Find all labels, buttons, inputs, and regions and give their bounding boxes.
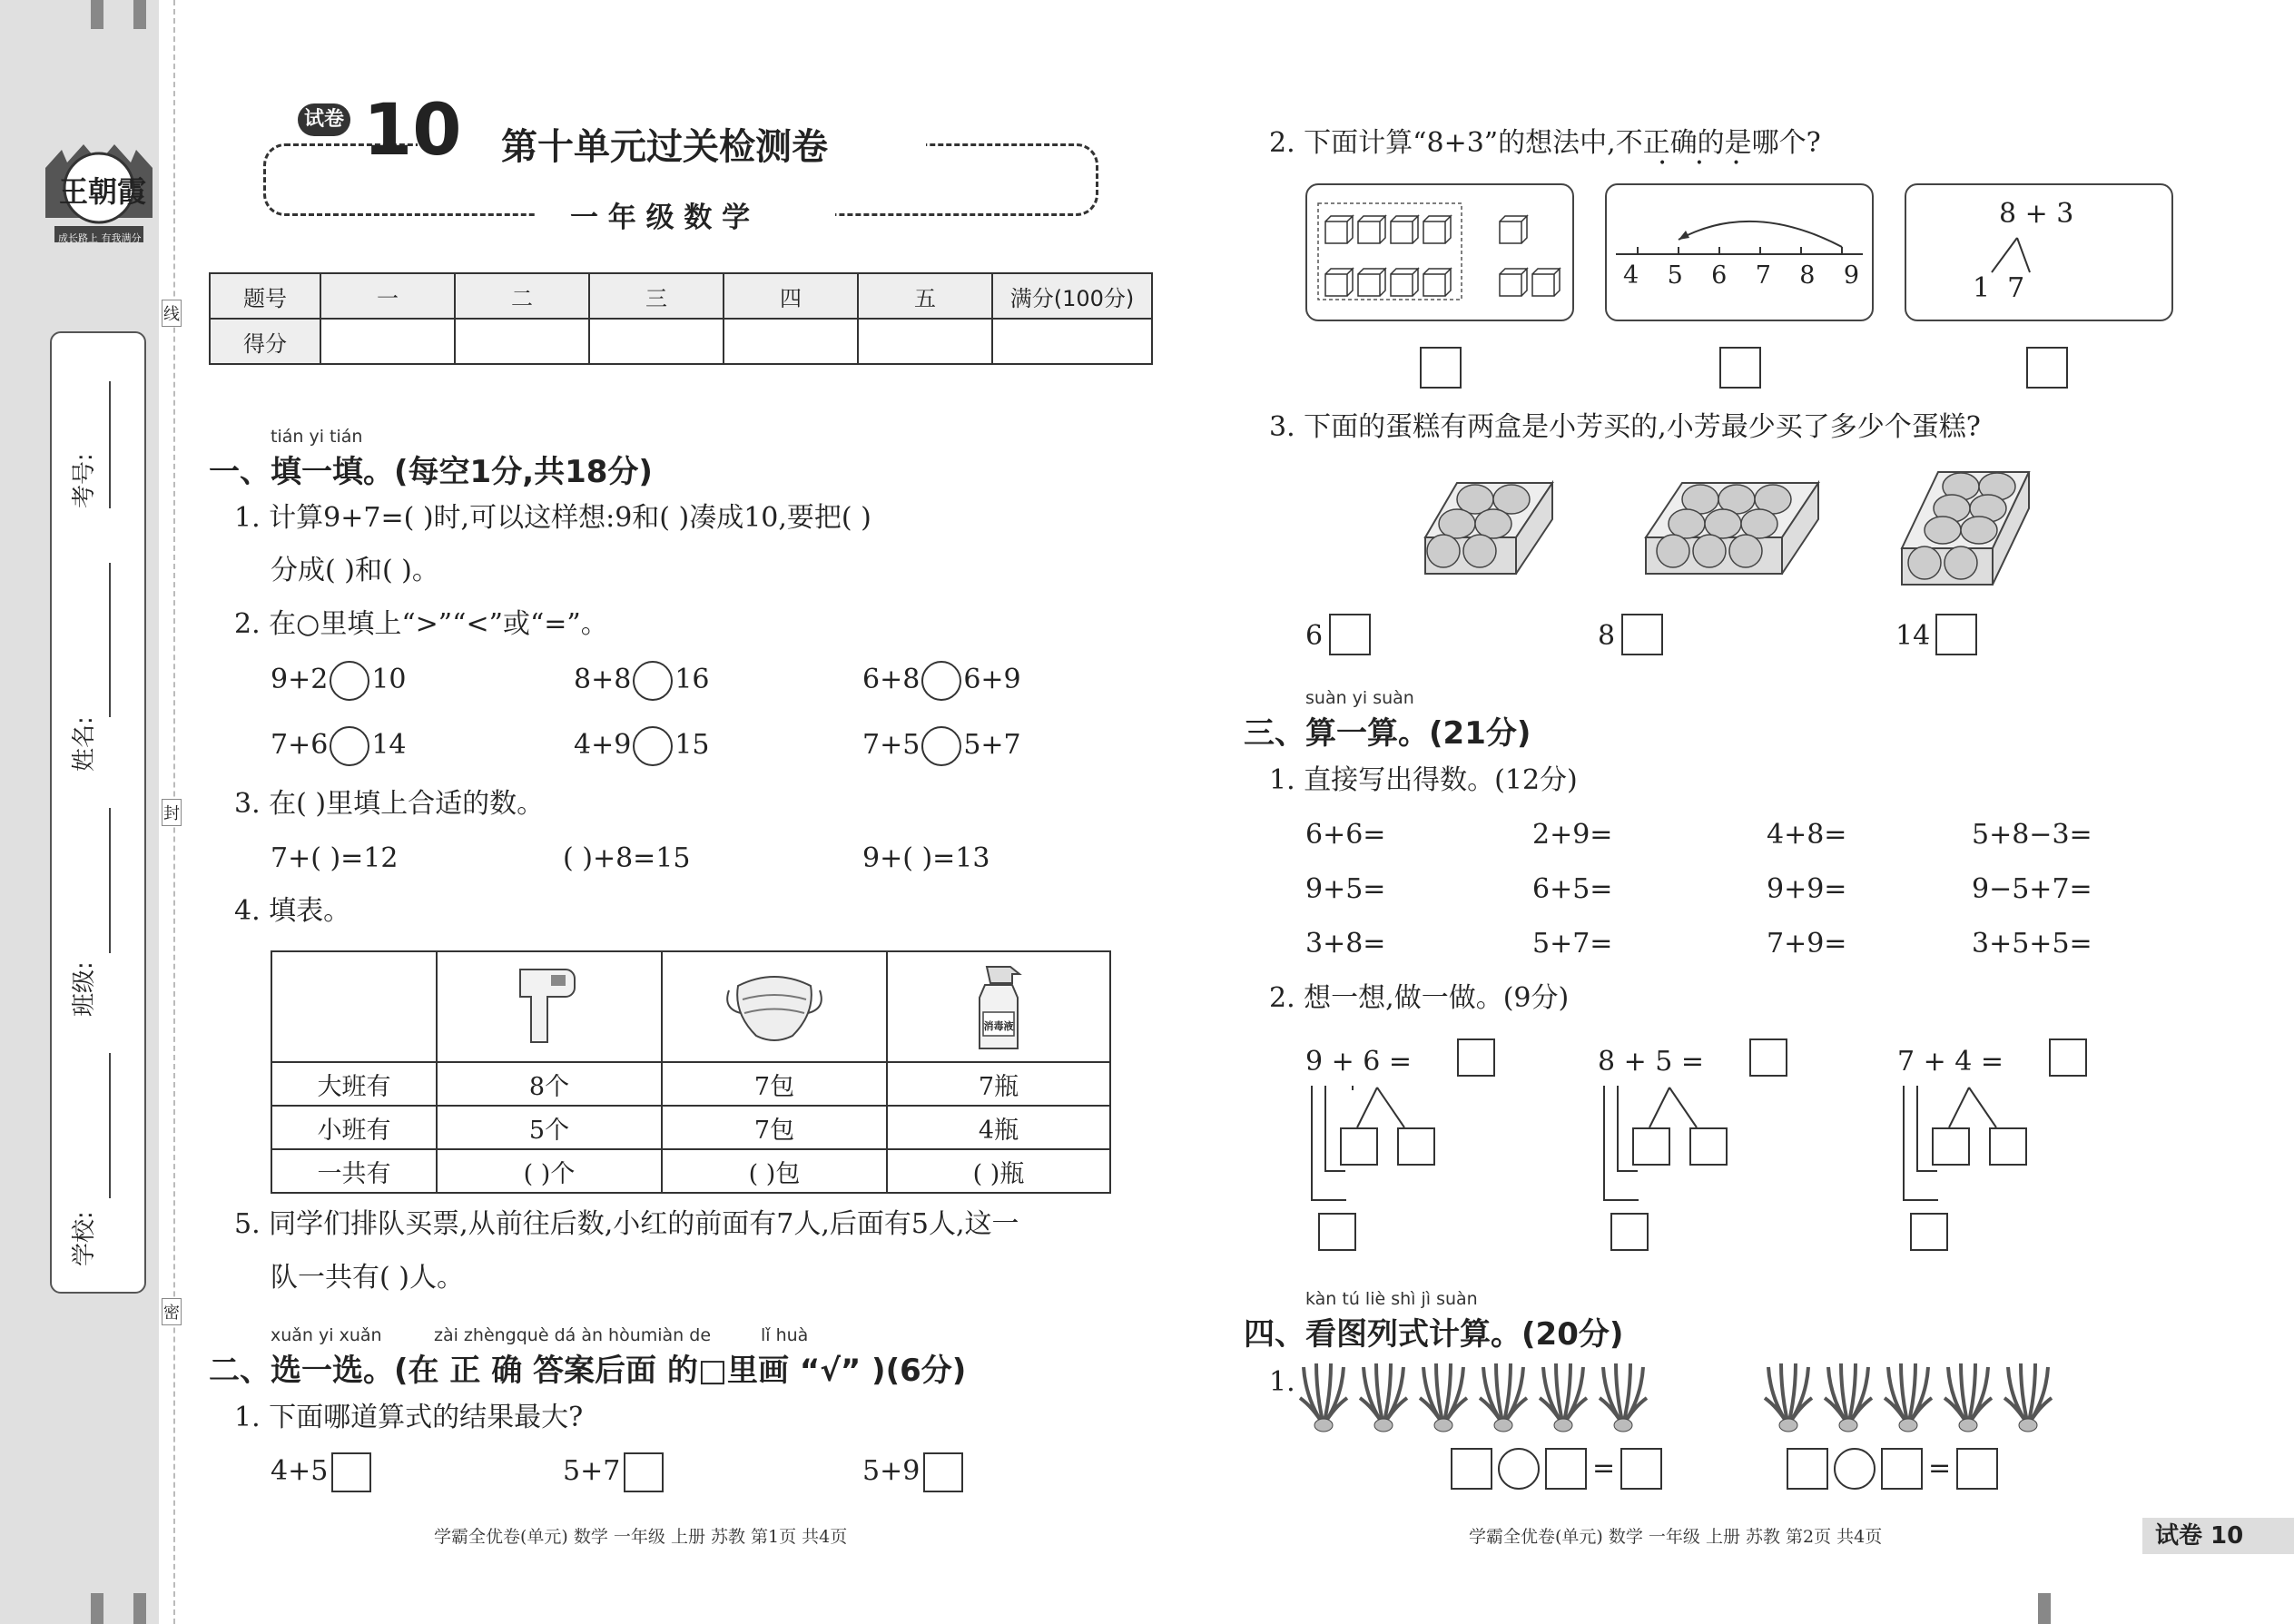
school-label: 学校: [71,1211,98,1266]
calc-item[interactable]: 5+8−3= [1972,819,2092,851]
paper-tag: 试卷 10 [2142,1518,2294,1554]
fill-item[interactable]: ( )+8=15 [563,842,691,874]
s4-q1: 1. [1269,1366,1295,1398]
plant-group-2 [1761,1362,2088,1434]
answer-box[interactable] [1610,1213,1649,1251]
answer-box[interactable] [1956,1448,1998,1490]
compare-item: 9+2 10 [271,661,407,701]
calc-item[interactable]: 2+9= [1532,819,1613,851]
s2-pinyin: zài zhèngquè dá àn hòumiàn de [434,1325,712,1345]
plant-group-1 [1296,1362,1678,1434]
compare-item: 7+6 14 [271,726,407,766]
answer-box[interactable] [1420,347,1462,389]
answer-box[interactable] [1689,1127,1728,1166]
fill-item[interactable]: 9+( )=13 [862,842,990,874]
compare-circle[interactable] [330,661,369,701]
thermometer-cell [437,951,662,1062]
s2-pinyin: lǐ huà [761,1325,809,1345]
thermometer-gun-icon [513,959,586,1049]
name-line[interactable] [109,563,111,717]
answer-box[interactable] [1881,1448,1923,1490]
binding-mark-feng: 封 [162,799,182,826]
cake-box-6 [1421,474,1557,586]
page-title: 第十单元过关检测卷 [501,126,828,168]
calc-item[interactable]: 7+9= [1767,928,1847,960]
split-expression: 8 + 3 [1999,198,2074,230]
cake-option: 8 [1598,620,1616,652]
plant-icon [1596,1362,1650,1432]
tree-expression: 7 + 4 = [1897,1046,2004,1078]
s3-q1: 1. 直接写出得数。(12分) [1269,764,1578,796]
row-label: 小班有 [271,1106,437,1149]
answer-box[interactable] [1787,1448,1828,1490]
plant-icon [1296,1362,1351,1432]
table-cell: 5个 [437,1106,662,1149]
answer-box[interactable] [1910,1213,1948,1251]
operator-circle[interactable] [1498,1448,1540,1490]
footer-right: 学霸全优卷(单元) 数学 一年级 上册 苏教 第2页 共4页 [1469,1527,1883,1547]
s2-q1: 1. 下面哪道算式的结果最大? [234,1402,584,1433]
s2-q3: 3. 下面的蛋糕有两盒是小芳买的,小芳最少买了多少个蛋糕? [1269,411,1981,443]
choice-item: 5+7 [563,1452,664,1492]
disinfectant-spray-icon [967,961,1030,1052]
compare-circle[interactable] [633,661,673,701]
page-subtitle: 一 年 级 数 学 [570,202,751,234]
table-cell: 8个 [437,1062,662,1106]
calc-item[interactable]: 3+8= [1305,928,1386,960]
binding-mark-xian: 线 [162,300,182,327]
binding-mark-top [91,0,103,29]
calc-item[interactable]: 3+5+5= [1972,928,2092,960]
calc-item[interactable]: 9+9= [1767,873,1847,905]
plant-icon [2001,1362,2055,1432]
score-cell[interactable] [320,319,455,364]
plant-icon [1416,1362,1471,1432]
row-label: 一共有 [271,1149,437,1193]
score-cell[interactable] [992,319,1152,364]
s2-q2: 2. 下面计算“8+3”的想法中,不正确的是哪个? [1269,127,1821,159]
score-header: 二 [455,273,589,319]
calc-item[interactable]: 9+5= [1305,873,1386,905]
fill-item[interactable]: 7+( )=12 [271,842,399,874]
answer-box[interactable] [624,1452,664,1492]
brand-slogan: 成长路上 有我满分 [58,232,142,244]
option-numberline-card [1605,183,1874,321]
s2-pinyin: xuǎn yi xuǎn [271,1325,382,1345]
paper-badge: 试卷 [298,103,350,136]
answer-box[interactable] [1451,1448,1492,1490]
cubes-icon [1307,185,1572,320]
option-cubes-card [1305,183,1574,321]
score-cell[interactable] [455,319,589,364]
table-cell: 7瓶 [887,1062,1110,1106]
cake-box-icon [1421,474,1557,583]
s4-pinyin: kàn tú liè shì jì suàn [1305,1289,1478,1309]
split-tree-3 [1895,1035,2094,1262]
spray-cell [887,951,1110,1062]
calc-item[interactable]: 6+6= [1305,819,1386,851]
s1-title: 一、填一填。(每空1分,共18分) [209,454,653,490]
equals-sign: = [1928,1452,1952,1484]
s3-q2: 2. 想一想,做一做。(9分) [1269,982,1570,1014]
cake-option: 6 [1305,620,1324,652]
school-line[interactable] [109,1053,111,1198]
table-corner [271,951,437,1062]
answer-box[interactable] [1935,614,1977,655]
score-cell[interactable] [589,319,724,364]
answer-box[interactable] [1719,347,1761,389]
spray-label: 消毒液 [983,1020,1014,1032]
compare-circle[interactable] [633,726,673,766]
choice-item: 5+9 [862,1452,963,1492]
emphasis-dots: • • • [1659,156,1753,171]
score-header: 题号 [210,273,320,319]
equals-sign: = [1592,1452,1616,1484]
operator-circle[interactable] [1834,1448,1876,1490]
plant-icon [1881,1362,1935,1432]
calc-item[interactable]: 4+8= [1767,819,1847,851]
answer-box[interactable] [1545,1448,1587,1490]
answer-box[interactable] [1989,1127,2027,1166]
answer-box[interactable] [331,1452,371,1492]
binding-mark-mi: 密 [162,1298,182,1325]
binding-mark-right [2038,1593,2051,1624]
s1-q1-line1: 1. 计算9+7=( )时,可以这样想:9和( )凑成10,要把( ) [234,502,871,534]
split-tree-2 [1595,1035,1795,1262]
compare-circle[interactable] [330,726,369,766]
score-header: 满分(100分) [992,273,1152,319]
score-header: 三 [589,273,724,319]
plant-icon [1761,1362,1816,1432]
score-header: 五 [858,273,992,319]
answer-box[interactable] [1340,1127,1378,1166]
paper-number: 10 [363,90,462,172]
brand-name: 王朝霞 [59,174,147,209]
calc-item[interactable]: 9−5+7= [1972,873,2092,905]
calc-item[interactable]: 5+7= [1532,928,1613,960]
exam-number-line[interactable] [109,381,111,508]
supplies-table [271,950,1111,1194]
table-answer-cell[interactable]: ( )个 [437,1149,662,1193]
table-answer-cell[interactable]: ( )瓶 [887,1149,1110,1193]
cake-option: 14 [1895,620,1931,652]
exam-number-label: 考号: [71,453,98,508]
table-cell: 7包 [662,1106,887,1149]
compare-circle[interactable] [921,661,961,701]
answer-box[interactable] [1621,614,1663,655]
binding-mark-top2 [133,0,146,29]
s2-title: 二、选一选。(在 正 确 答案后面 的□里画 “√” )(6分) [209,1353,967,1389]
plant-icon [1941,1362,1995,1432]
footer-left: 学霸全优卷(单元) 数学 一年级 上册 苏教 第1页 共4页 [434,1527,848,1547]
number-label: 4 [1623,261,1639,290]
binding-mark-bottom2 [133,1593,146,1624]
compare-item: 7+5 5+7 [862,726,1021,766]
plant-icon [1476,1362,1531,1432]
option-split-card [1905,183,2173,321]
number-label: 8 [1799,261,1816,290]
plant-icon [1536,1362,1590,1432]
face-mask-icon [724,963,824,1045]
s1-q5-line2: 队一共有( )人。 [271,1262,464,1294]
cake-box-icon [1897,465,2033,592]
plant-icon [1821,1362,1876,1432]
answer-box[interactable] [1318,1213,1356,1251]
s3-title: 三、算一算。(21分) [1244,715,1531,752]
compare-item: 4+9 15 [574,726,710,766]
class-label: 班级: [71,961,98,1017]
tree-expression: 8 + 5 = [1598,1046,1705,1078]
number-label: 9 [1843,261,1859,290]
s1-q5-line1: 5. 同学们排队买票,从前往后数,小红的前面有7人,后面有5人,这一 [234,1208,1019,1240]
s3-pinyin: suàn yi suàn [1305,688,1414,708]
number-label: 6 [1711,261,1728,290]
compare-circle[interactable] [921,726,961,766]
name-label: 姓名: [71,716,98,772]
compare-item: 6+8 6+9 [862,661,1021,701]
table-answer-cell[interactable]: ( )包 [662,1149,887,1193]
answer-box[interactable] [1620,1448,1662,1490]
s1-q3: 3. 在( )里填上合适的数。 [234,788,545,820]
cake-box-icon [1641,474,1823,583]
s1-pinyin: tián yi tián [271,427,363,447]
mask-cell [662,951,887,1062]
tree-expression: 9 + 6 = [1305,1046,1413,1078]
choice-item: 4+5 [271,1452,371,1492]
score-row-label: 得分 [210,319,320,364]
split-lines-icon [1906,185,2171,323]
score-cell[interactable] [858,319,992,364]
split-parts: 1 7 [1973,272,2025,304]
answer-box[interactable] [1932,1127,1970,1166]
table-cell: 7包 [662,1062,887,1106]
number-label: 5 [1667,261,1683,290]
s1-q1-line2: 分成( )和( )。 [271,555,439,586]
answer-box[interactable] [1397,1127,1435,1166]
equation-1 [1451,1448,1662,1490]
score-header: 一 [320,273,455,319]
s1-q4: 4. 填表。 [234,895,351,927]
class-line[interactable] [109,808,111,953]
row-label: 大班有 [271,1062,437,1106]
score-cell[interactable] [724,319,858,364]
s4-title: 四、看图列式计算。(20分) [1244,1316,1624,1353]
cake-box-14 [1897,465,2033,595]
s1-q2: 2. 在○里填上“>”“<”或“=”。 [234,608,608,640]
number-label: 7 [1755,261,1771,290]
binding-mark-bottom [91,1593,103,1624]
answer-box[interactable] [2026,347,2068,389]
score-table [209,272,1153,365]
answer-box[interactable] [1329,614,1371,655]
answer-box[interactable] [1632,1127,1670,1166]
compare-item: 8+8 16 [574,661,710,701]
split-tree-1 [1303,1035,1502,1262]
score-header: 四 [724,273,858,319]
table-cell: 4瓶 [887,1106,1110,1149]
plant-icon [1356,1362,1411,1432]
cake-box-8 [1641,474,1823,586]
calc-item[interactable]: 6+5= [1532,873,1613,905]
answer-box[interactable] [923,1452,963,1492]
equation-2 [1787,1448,1998,1490]
